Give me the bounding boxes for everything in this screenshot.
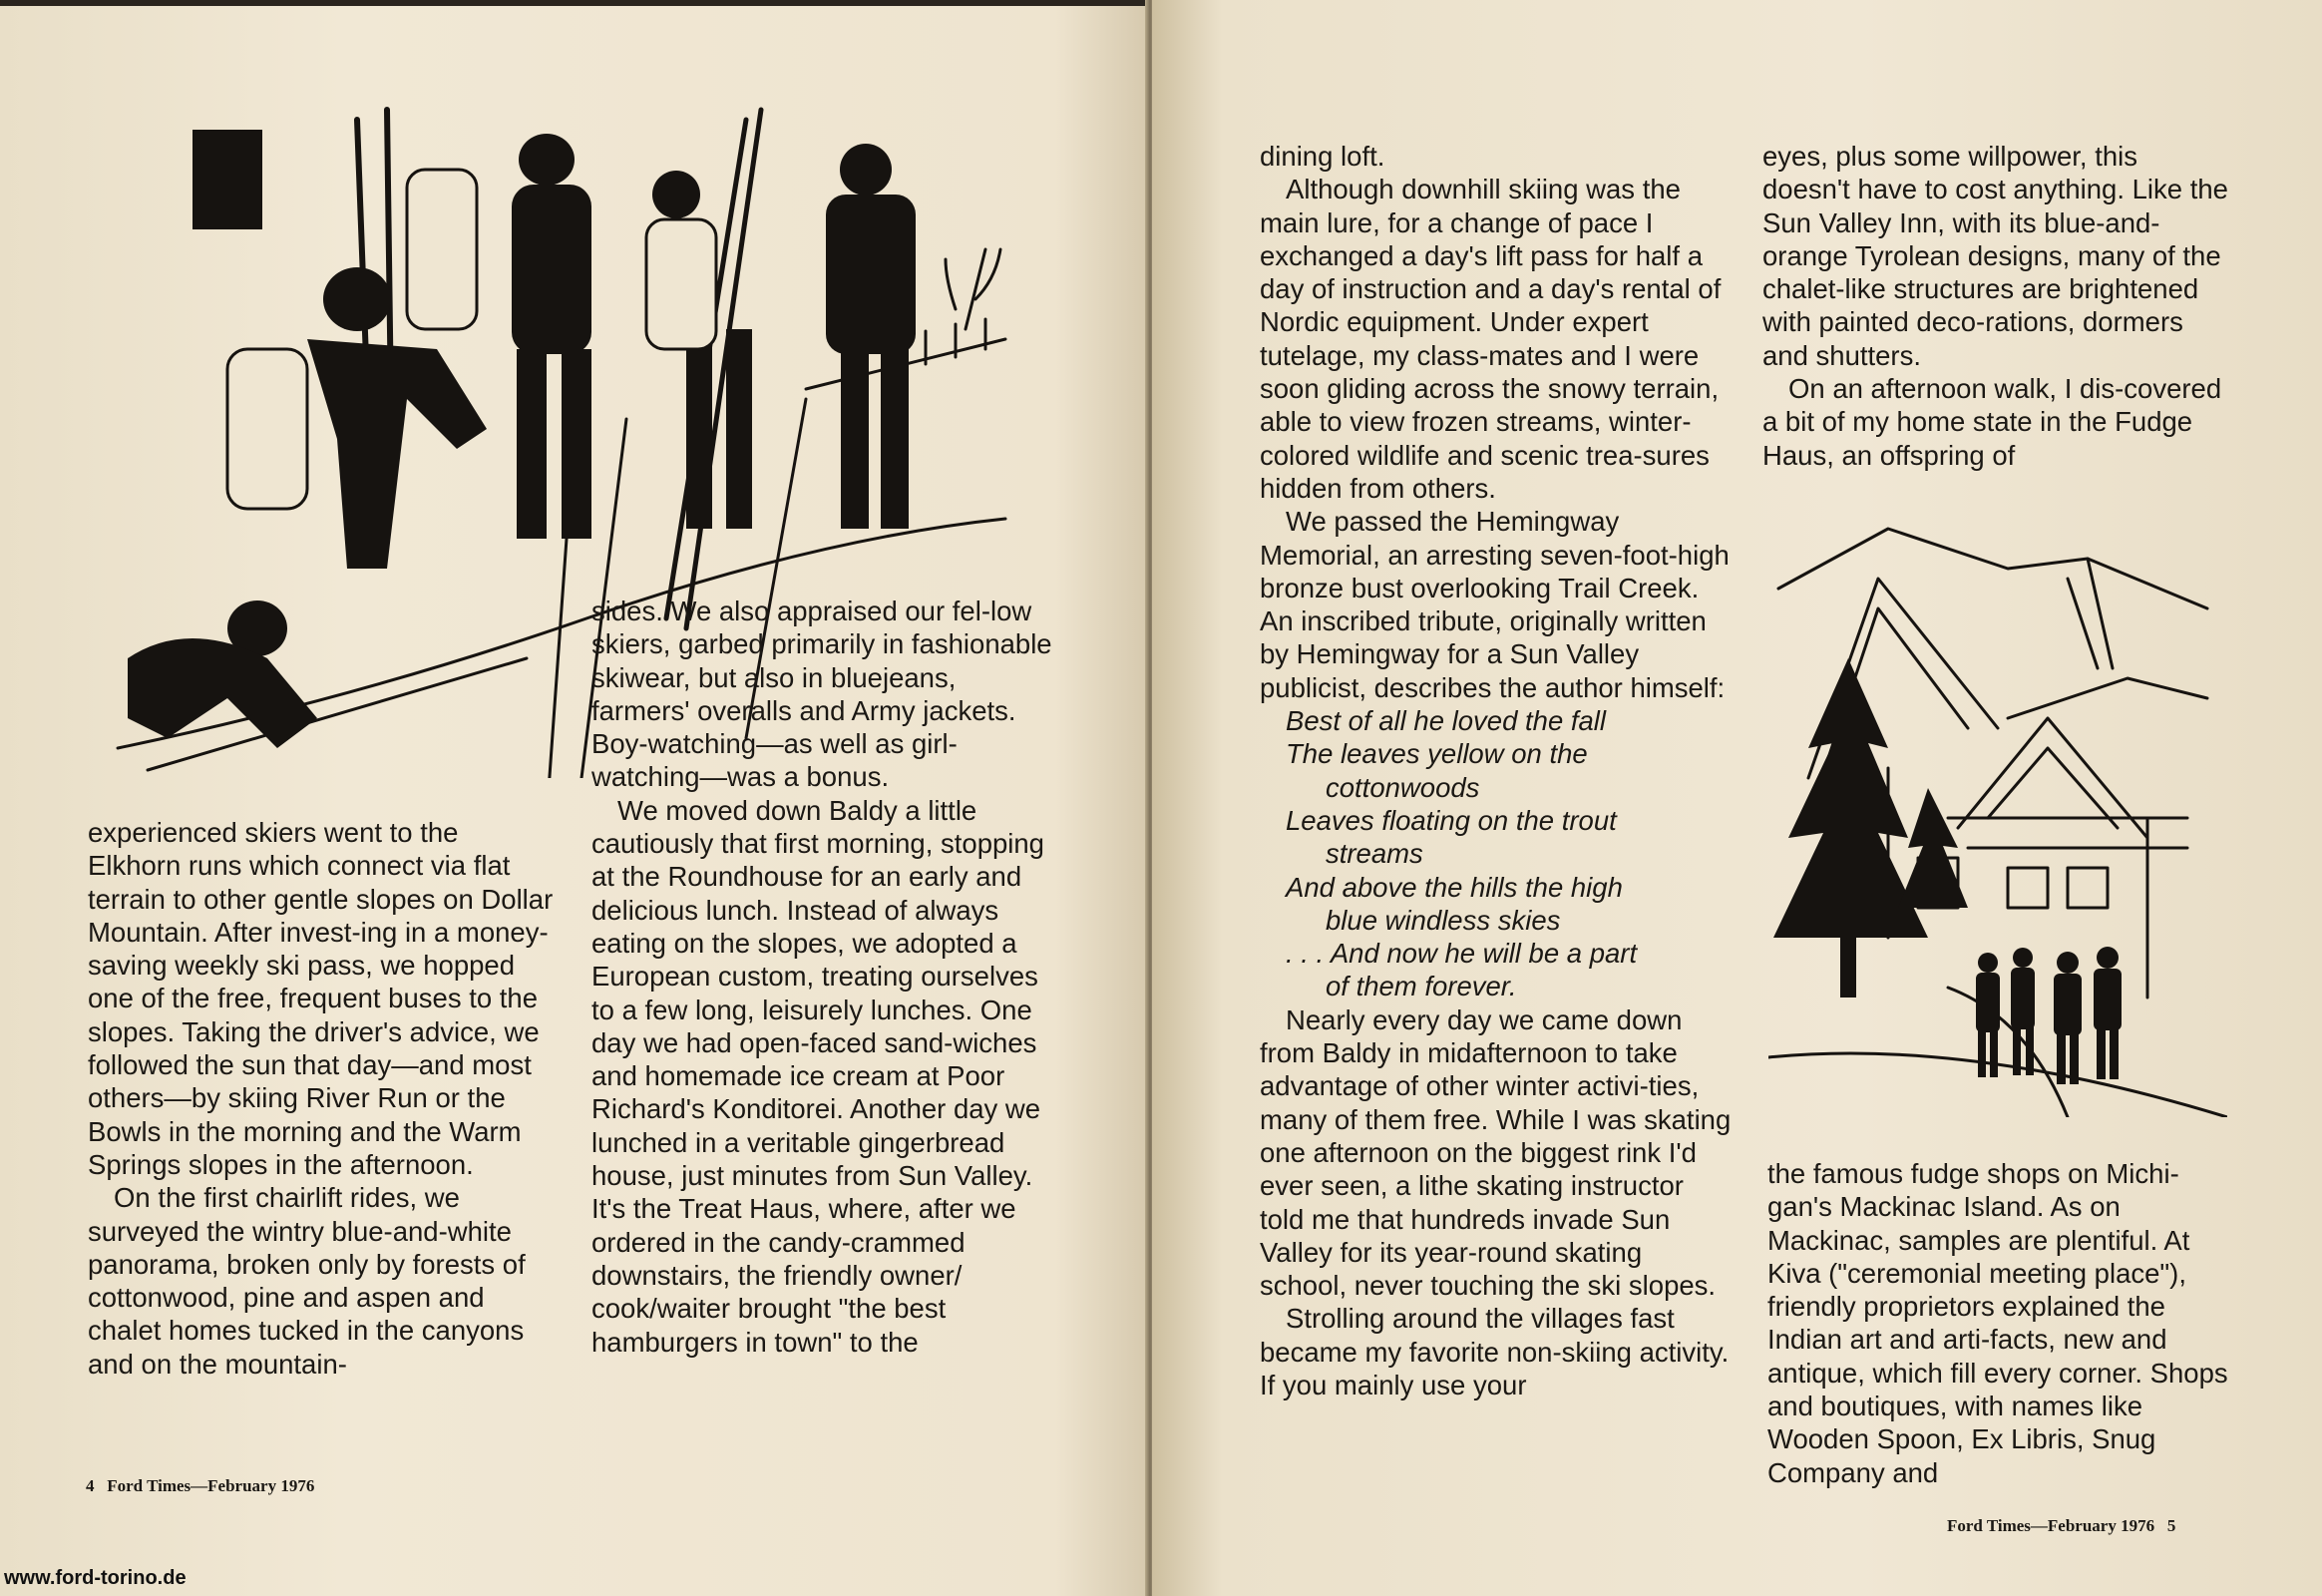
paragraph: On an afternoon walk, I dis-covered a bit of my home state in the Fudge Haus, an offspring of	[1762, 373, 2222, 471]
right-column-1	[1260, 140, 1734, 1401]
paragraph: On the first chairlift rides, we surveyed the wintry blue-and-white panorama, broken only by forests of cottonwood, pine and aspen and chalet homes tucked in the canyons and on the mountain-	[88, 1182, 526, 1380]
paragraph: Strolling around the villages fast became my favorite non-skiing activity. If you mainly use your	[1260, 1303, 1730, 1400]
paragraph: Nearly every day we came down from Baldy in midafternoon to take advantage of other winter activi-ties, many of them free. While I was skating one afternoon on the biggest rink I'd ever seen, a lithe skating instructor told me that hundreds invade Sun Valley for its year-round skating school, never touching the ski slopes.	[1260, 1003, 1732, 1302]
paragraph: We passed the Hemingway Memorial, an arresting seven-foot-high bronze bust overlooking Trail Creek. An inscribed tribute, originally written by Hemingway for a Sun Valley publicist, describes the author himself:	[1260, 506, 1730, 703]
paragraph: We moved down Baldy a little cautiously that first morning, stopping at the Roundhouse for an early and delicious lunch. Instead of always eating on the slopes, we adopted a European custom, treating ourselves to a few long, leisurely lunches. One day we had open-faced sand-wiches and homemade ice cream at Poor Richard's Konditorei. Another day we lunched in a veritable gingerbread house, just minutes from Sun Valley. It's the Treat Haus, where, after we ordered in the candy-crammed downstairs, the friendly owner/ cook/waiter brought "the best hamburgers in town" to the	[591, 794, 1044, 1358]
poem-line: . . . And now he will be a part	[1286, 938, 1638, 970]
left-column-2	[591, 595, 1060, 1359]
paragraph: Although downhill skiing was the main lure, for a change of pace I exchanged a day's lift pass for half a day of instruction and a day's rental of Nordic equipment. Under expert tutelage, my class-mates and I were soon gliding across the snowy terrain, able to view frozen streams, winter-colored wildlife and scenic trea-sures hidden from others.	[1260, 174, 1722, 504]
page-number: 4	[86, 1476, 95, 1495]
paragraph: the famous fudge shops on Michi-gan's Mackinac Island. As on Mackinac, samples are plentiful. At Kiva ("ceremonial meeting place"), friendly proprietors explained the Indian art and arti-facts, new and antique, which fill every corner. Shops and boutiques, with names like Wooden Spoon, Ex Libris, Snug Company and	[1767, 1158, 2228, 1488]
paragraph: experienced skiers went to the Elkhorn runs which connect via flat terrain to other gentle slopes on Dollar Mountain. After invest-ing in a money-saving weekly ski pass, we hopped one of the free, frequent buses to the slopes. Taking the driver's advice, we followed the sun that day—and most others—by skiing River Run or the Bowls in the morning and the Warm Springs slopes in the afternoon.	[88, 817, 554, 1180]
poem-line: cottonwoods	[1326, 771, 1480, 803]
left-footer	[86, 1476, 314, 1496]
poem-line: streams	[1326, 838, 1423, 870]
right-column-2-top	[1762, 140, 2231, 472]
poem-line: blue windless skies	[1326, 904, 1561, 936]
poem-line: Leaves floating on the trout	[1286, 804, 1617, 836]
watermark: www.ford-torino.de	[4, 1567, 187, 1589]
paragraph: eyes, plus some willpower, this doesn't have to cost anything. Like the Sun Valley Inn, with its blue-and-orange Tyrolean designs, many of the chalet-like structures are brightened with painted deco-rations, dormers and shutters.	[1762, 141, 2228, 371]
paragraph: dining loft.	[1260, 141, 1385, 172]
chalet-village-illustration	[1768, 519, 2227, 1117]
footer-text: Ford Times—February 1976	[107, 1476, 315, 1495]
left-column-1	[88, 816, 557, 1381]
poem-line: Best of all he loved the fall	[1286, 705, 1607, 737]
paragraph: sides. We also appraised our fel-low skiers, garbed primarily in fashionable skiwear, but also in bluejeans, farmers' overalls and Army jackets. Boy-watching—as well as girl-watching—was a bonus.	[591, 596, 1052, 793]
poem-line: of them forever.	[1326, 971, 1517, 1002]
hemingway-poem	[1260, 704, 1734, 1003]
left-page	[0, 0, 1147, 1596]
poem-line: And above the hills the high	[1286, 871, 1623, 903]
poem-line: The leaves yellow on the	[1286, 738, 1588, 770]
footer-text: Ford Times—February 1976	[1947, 1516, 2155, 1535]
page-top-edge	[0, 0, 1147, 6]
page-number: 5	[2166, 1516, 2176, 1535]
right-page	[1152, 0, 2322, 1596]
right-column-2-bottom	[1767, 1157, 2236, 1489]
right-footer	[1947, 1516, 2175, 1536]
